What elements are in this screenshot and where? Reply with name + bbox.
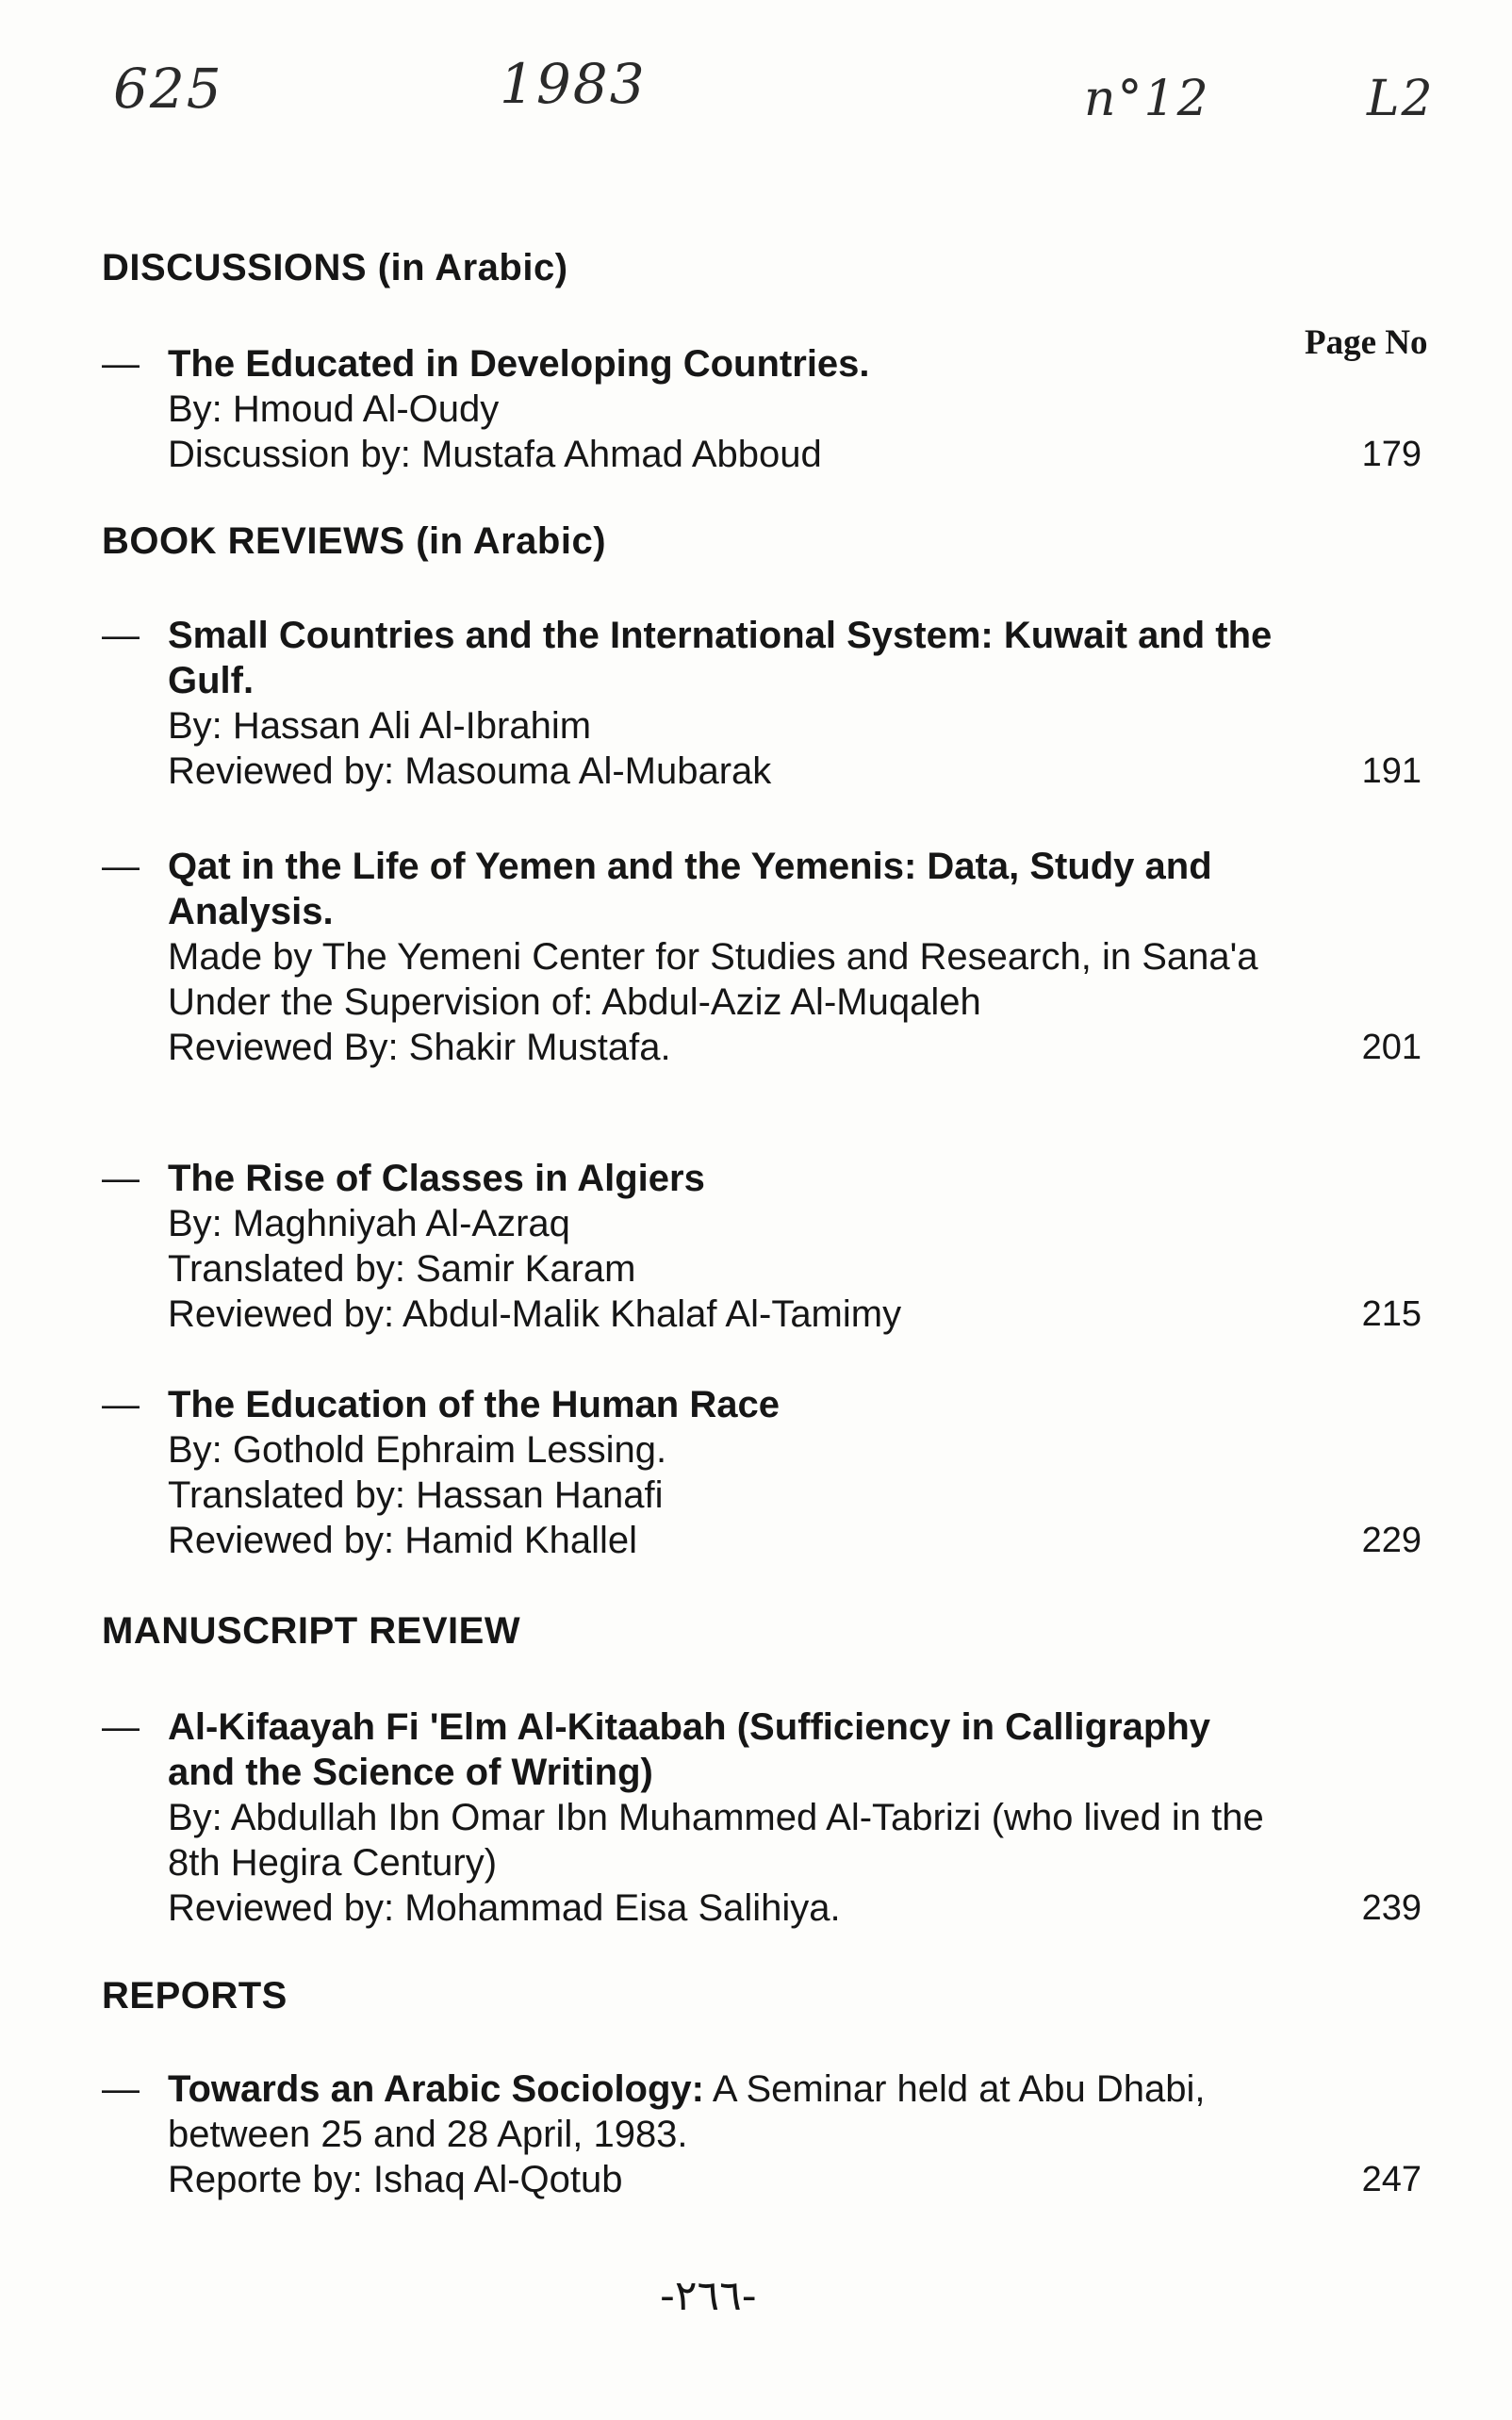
entry-page-number: 215 <box>1361 1294 1422 1334</box>
entry-dash: — <box>102 615 140 656</box>
toc-entry <box>102 341 1459 477</box>
footer-page-number: -٢٦٦- <box>660 2272 757 2320</box>
entry-title: The Rise of Classes in Algiers <box>168 1158 705 1199</box>
entry-dash: — <box>102 846 140 887</box>
toc-entry <box>102 1382 1459 1563</box>
toc-entry <box>102 1704 1459 1931</box>
entry-line: Reviewed by: Mohammad Eisa Salihiya. <box>168 1887 841 1929</box>
section-title-manuscript-review: MANUSCRIPT REVIEW <box>102 1610 521 1652</box>
entry-line: Made by The Yemeni Center for Studies and Research, in Sana'a <box>168 936 1258 978</box>
entry-title-rest: A Seminar held at Abu Dhabi, between 25 and 28 April, 1983. <box>168 2068 1206 2155</box>
entry-title: Al-Kifaayah Fi 'Elm Al-Kitaabah (Sufficiency in Calligraphy and the Science of Writing) <box>168 1706 1211 1793</box>
handwritten-mark: L2 <box>1367 71 1435 127</box>
handwritten-year: 1983 <box>500 52 647 116</box>
entry-line: By: Hmoud Al-Oudy <box>168 388 500 430</box>
toc-entry <box>102 613 1459 794</box>
entry-line: Translated by: Hassan Hanafi <box>168 1474 664 1516</box>
entry-line: Reviewed By: Shakir Mustafa. <box>168 1027 671 1068</box>
toc-entry <box>102 1156 1459 1337</box>
entry-line: Reporte by: Ishaq Al-Qotub <box>168 2159 623 2200</box>
handwritten-number-left: 625 <box>113 57 223 121</box>
toc-entry <box>102 844 1459 1070</box>
entry-line: By: Maghniyah Al-Azraq <box>168 1203 570 1244</box>
entry-page-number: 239 <box>1361 1888 1422 1928</box>
entry-line: Discussion by: Mustafa Ahmad Abboud <box>168 434 822 475</box>
entry-title: The Educated in Developing Countries. <box>168 343 870 385</box>
entry-dash: — <box>102 2068 140 2110</box>
section-title-discussions: DISCUSSIONS (in Arabic) <box>102 247 568 288</box>
entry-line: By: Gothold Ephraim Lessing. <box>168 1429 667 1471</box>
entry-line: Reviewed by: Hamid Khallel <box>168 1520 638 1561</box>
entry-page-number: 191 <box>1361 751 1422 791</box>
section-title-book-reviews: BOOK REVIEWS (in Arabic) <box>102 520 607 562</box>
entry-title: Qat in the Life of Yemen and the Yemenis: Data, Study and Analysis. <box>168 846 1212 932</box>
page-no-header: Page No <box>1305 323 1428 362</box>
toc-entry <box>102 2066 1459 2202</box>
section-title-reports: REPORTS <box>102 1975 288 2017</box>
entry-line: Reviewed by: Abdul-Malik Khalaf Al-Tamimy <box>168 1293 902 1335</box>
entry-line: Under the Supervision of: Abdul-Aziz Al-Muqaleh <box>168 981 981 1023</box>
entry-dash: — <box>102 1706 140 1748</box>
entry-title: Towards an Arabic Sociology: <box>168 2068 704 2110</box>
entry-line: Translated by: Samir Karam <box>168 1248 636 1290</box>
entry-line: By: Abdullah Ibn Omar Ibn Muhammed Al-Tabrizi (who lived in the 8th Hegira Century) <box>168 1797 1264 1884</box>
entry-title: Small Countries and the International System: Kuwait and the Gulf. <box>168 615 1273 701</box>
entry-title: The Education of the Human Race <box>168 1384 780 1425</box>
entry-page-number: 229 <box>1361 1521 1422 1560</box>
entry-line: By: Hassan Ali Al-Ibrahim <box>168 705 592 747</box>
entry-page-number: 201 <box>1361 1028 1422 1067</box>
entry-page-number: 179 <box>1361 435 1422 474</box>
entry-page-number: 247 <box>1361 2160 1422 2199</box>
entry-dash: — <box>102 1384 140 1425</box>
entry-dash: — <box>102 1158 140 1199</box>
entry-line: Reviewed by: Masouma Al-Mubarak <box>168 750 772 792</box>
entry-dash: — <box>102 343 140 385</box>
handwritten-issue-number: n°12 <box>1084 71 1210 127</box>
